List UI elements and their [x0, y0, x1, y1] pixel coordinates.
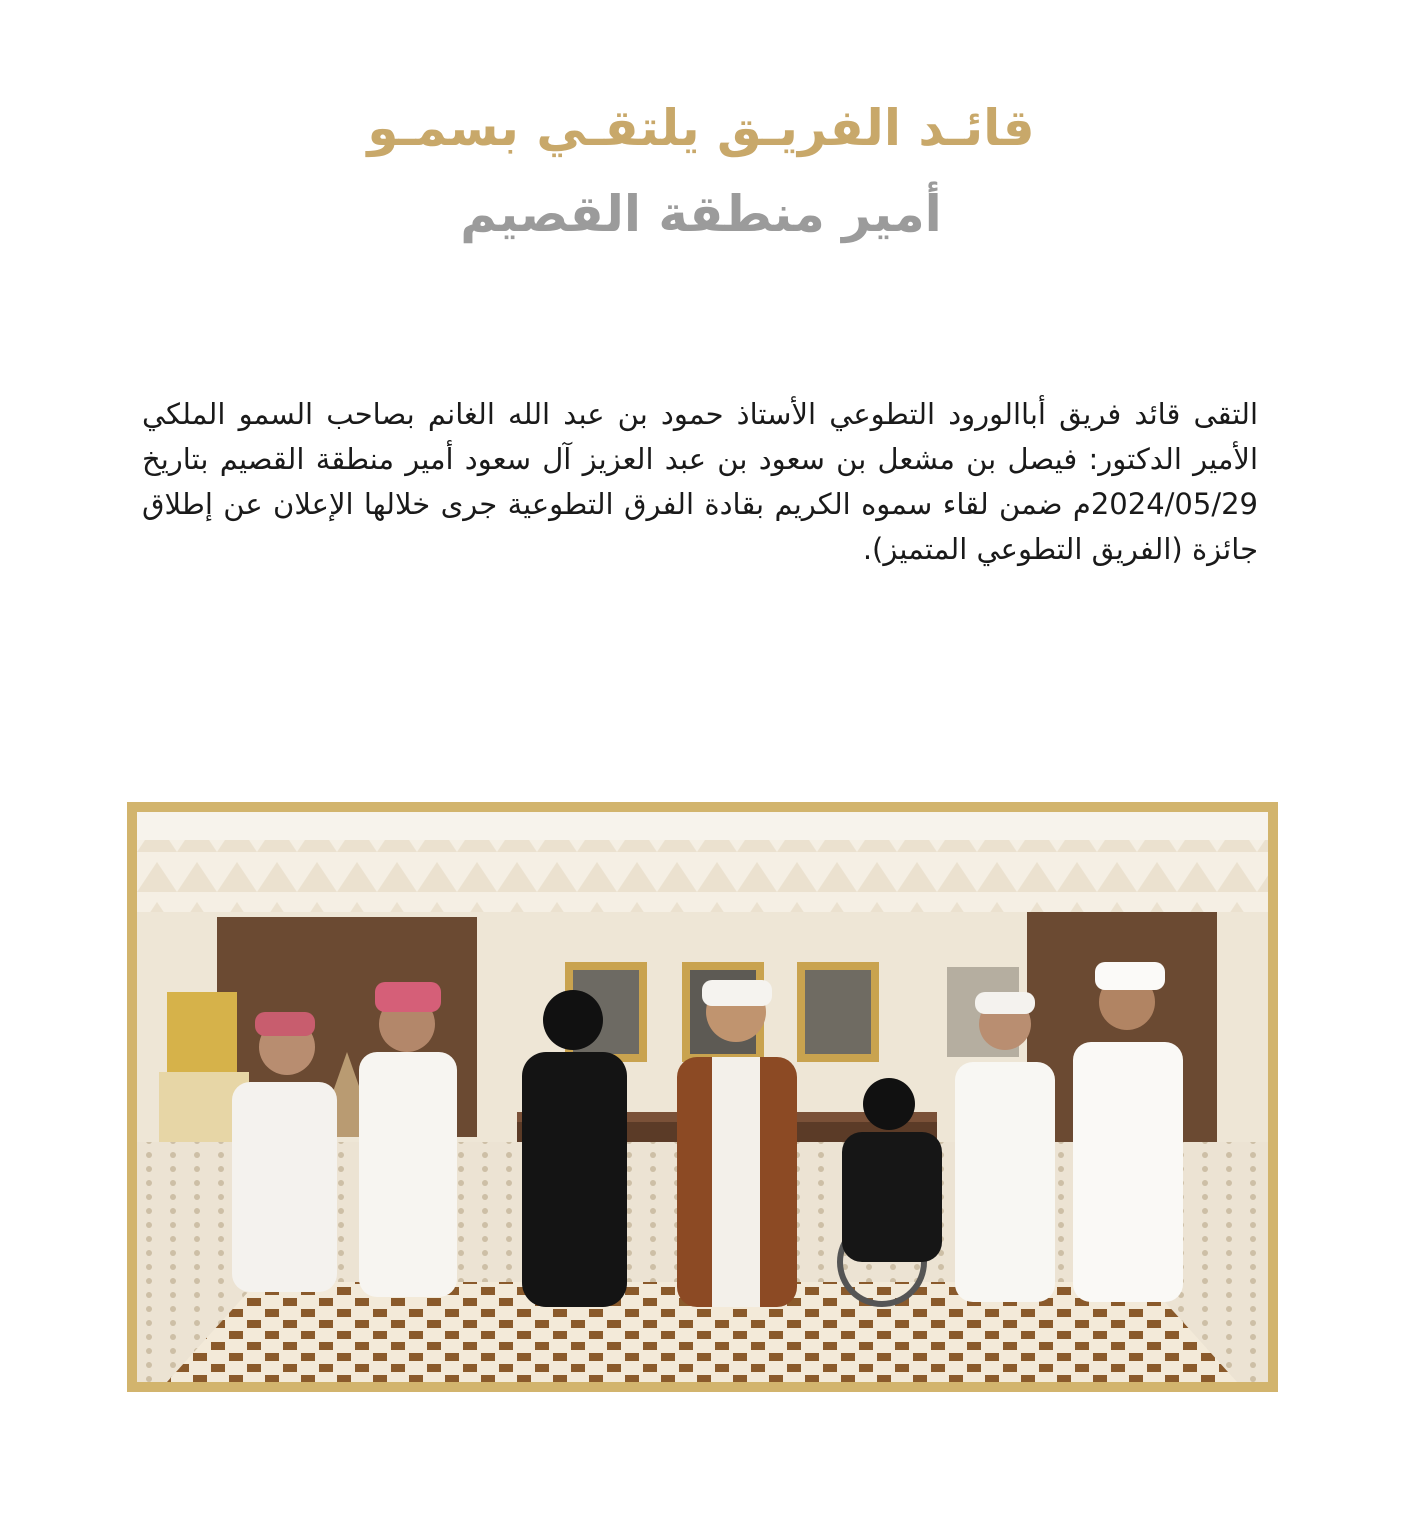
photo-frame: [127, 802, 1278, 1392]
page-title: قائـد الفريـق يلتقـي بسمـو: [367, 99, 1035, 157]
title-block: [0, 92, 1402, 250]
page-subtitle: أمير منطقة القصيم: [460, 185, 942, 243]
article-body: التقى قائد فريق أباالورود التطوعي الأستاذ حمود بن عبد الله الغانم بصاحب السمو الملكي الأمير الدكتور: فيصل بن مشعل بن سعود بن عبد العزيز آل سعود أمير منطقة القصيم بتاريخ 2024/05/29م ضمن لقاء سموه الكريم بقادة الفرق التطوعية جرى خلالها الإعلان عن إطلاق جائزة (الفريق التطوعي المتميز).: [142, 397, 1258, 566]
group-photo: [137, 812, 1268, 1382]
